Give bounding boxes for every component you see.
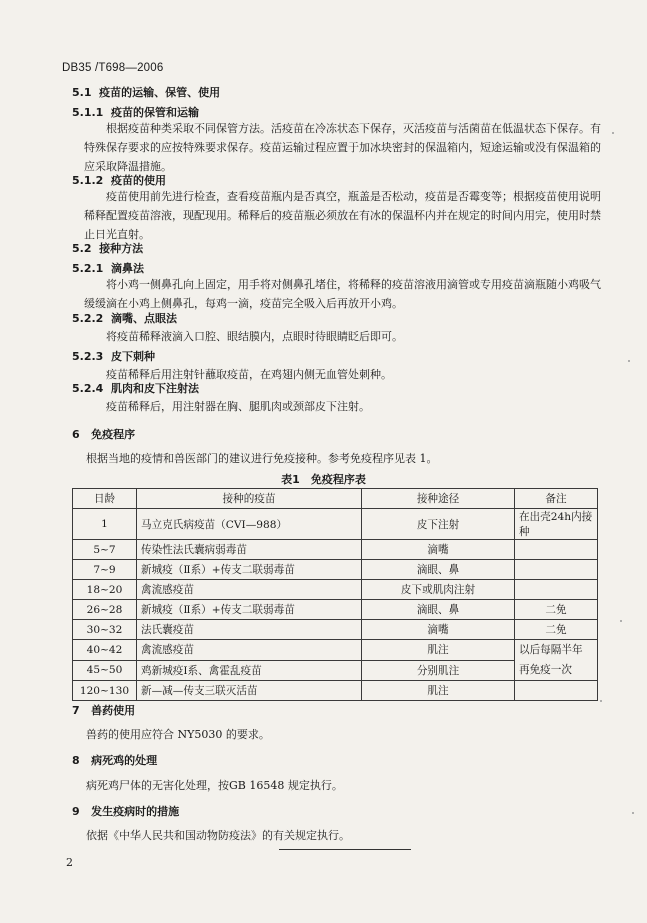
scan-speck [600, 700, 602, 702]
vaccine-cell: 鸡新城疫Ⅰ系、禽霍乱疫苗 [137, 660, 362, 681]
section-heading [72, 310, 177, 326]
table-row [73, 640, 598, 661]
end-rule [279, 849, 411, 850]
table-row [73, 620, 598, 640]
column-header: 备注 [515, 489, 598, 509]
section-heading [72, 104, 199, 120]
day-cell: 26~28 [73, 600, 137, 620]
vaccine-cell: 马立克氏病疫苗（CVI—988） [137, 509, 362, 540]
route-cell: 肌注 [362, 640, 515, 661]
section-number: 9 [72, 805, 80, 818]
scan-speck [612, 132, 614, 134]
day-cell: 5~7 [73, 540, 137, 560]
vaccine-cell: 传染性法氏囊病弱毒苗 [137, 540, 362, 560]
paragraph: 根据疫苗种类采取不同保管方法。活疫苗在冷冻状态下保存，灭活疫苗与活菌苗在低温状态下保存。有特殊保存要求的应按特殊要求保存。疫苗运输过程应置于加冰块密封的保温箱内，短途运输或没有保温箱的应采取降温措施。 [84, 122, 601, 173]
section-number: 8 [72, 754, 80, 767]
scan-speck [620, 620, 622, 622]
scan-speck [632, 812, 634, 814]
paragraph: 疫苗稀释后用注射针蘸取疫苗，在鸡翅内侧无血管处刺种。 [106, 368, 392, 381]
standard-header: DB35 /T698—2006 [62, 62, 164, 74]
paragraph: 将小鸡一侧鼻孔向上固定，用手将对侧鼻孔堵住，将稀释的疫苗溶液用滴管或专用疫苗滴瓶随小鸡吸气缓缓滴在小鸡上侧鼻孔，每鸡一滴，疫苗完全吸入后再放开小鸡。 [84, 278, 601, 310]
vaccine-cell: 新—减—传支三联灭活苗 [137, 681, 362, 701]
paragraph: 疫苗稀释后，用注射器在胸、腿肌肉或颈部皮下注射。 [106, 400, 370, 413]
note-cell [515, 681, 598, 701]
paragraph: 将疫苗稀释液滴入口腔、眼结膜内，点眼时待眼睛眨后即可。 [106, 330, 403, 343]
table-row [73, 681, 598, 701]
section-title: 滴嘴、点眼法 [111, 312, 177, 325]
table-row [73, 580, 598, 600]
section-heading [72, 260, 144, 276]
paragraph: 根据当地的疫情和兽医部门的建议进行免疫接种。参考免疫程序见表 1。 [86, 452, 438, 465]
section-title: 皮下刺种 [111, 350, 155, 363]
section-heading [72, 380, 199, 396]
section-number: 5.2.4 [72, 382, 104, 395]
day-cell: 18~20 [73, 580, 137, 600]
table-caption: 表1 免疫程序表 [281, 473, 366, 486]
immunization-table [72, 488, 598, 701]
route-cell: 肌注 [362, 681, 515, 701]
day-cell: 30~32 [73, 620, 137, 640]
route-cell: 分别肌注 [362, 660, 515, 681]
route-cell: 皮下或肌肉注射 [362, 580, 515, 600]
section-heading [72, 240, 143, 256]
day-cell: 7~9 [73, 560, 137, 580]
section-heading [72, 752, 157, 768]
section-heading [72, 803, 179, 819]
table-header-row [73, 489, 598, 509]
section-heading [72, 702, 135, 718]
paragraph: 兽药的使用应符合 NY5030 的要求。 [86, 728, 270, 741]
day-cell: 40~42 [73, 640, 137, 661]
section-number: 5.1.1 [72, 106, 104, 119]
scan-speck [628, 360, 630, 362]
section-number: 5.2 [72, 242, 92, 255]
section-heading [72, 84, 220, 100]
section-number: 7 [72, 704, 80, 717]
vaccine-cell: 禽流感疫苗 [137, 640, 362, 661]
note-cell [515, 540, 598, 560]
day-cell: 1 [73, 509, 137, 540]
vaccine-cell: 禽流感疫苗 [137, 580, 362, 600]
vaccine-cell: 新城疫（Ⅱ系）+传支二联弱毒苗 [137, 600, 362, 620]
table-row [73, 600, 598, 620]
section-title: 兽药使用 [91, 704, 136, 717]
section-number: 5.1 [72, 86, 92, 99]
day-cell: 120~130 [73, 681, 137, 701]
vaccine-cell: 法氏囊疫苗 [137, 620, 362, 640]
route-cell: 皮下注射 [362, 509, 515, 540]
section-title: 接种方法 [99, 242, 144, 255]
page-number: 2 [66, 856, 73, 869]
section-heading [72, 172, 166, 188]
section-title: 疫苗的使用 [111, 174, 166, 187]
section-number: 5.2.3 [72, 350, 104, 363]
note-cell: 在出壳24h内接种 [515, 509, 598, 540]
section-heading [72, 426, 135, 442]
section-title: 肌肉和皮下注射法 [111, 382, 199, 395]
table-row [73, 509, 598, 540]
route-cell: 滴眼、鼻 [362, 600, 515, 620]
paragraph: 依据《中华人民共和国动物防疫法》的有关规定执行。 [86, 829, 350, 842]
route-cell: 滴眼、鼻 [362, 560, 515, 580]
note-cell: 以后每隔半年再免疫一次 [515, 640, 598, 681]
section-title: 病死鸡的处理 [91, 754, 158, 767]
route-cell: 滴嘴 [362, 620, 515, 640]
section-title: 滴鼻法 [111, 262, 144, 275]
note-cell: 二免 [515, 620, 598, 640]
column-header: 接种的疫苗 [137, 489, 362, 509]
table-row [73, 540, 598, 560]
route-cell: 滴嘴 [362, 540, 515, 560]
note-cell [515, 580, 598, 600]
section-title: 免疫程序 [91, 428, 136, 441]
section-heading [72, 348, 155, 364]
section-number: 6 [72, 428, 80, 441]
table-row [73, 560, 598, 580]
section-title: 疫苗的保管和运输 [111, 106, 199, 119]
day-cell: 45~50 [73, 660, 137, 681]
section-number: 5.2.1 [72, 262, 104, 275]
section-number: 5.2.2 [72, 312, 104, 325]
section-number: 5.1.2 [72, 174, 104, 187]
paragraph: 病死鸡尸体的无害化处理，按GB 16548 规定执行。 [86, 779, 343, 792]
column-header: 日龄 [73, 489, 137, 509]
section-title: 疫苗的运输、保管、使用 [99, 86, 221, 99]
note-cell: 二免 [515, 600, 598, 620]
column-header: 接种途径 [362, 489, 515, 509]
section-title: 发生疫病时的措施 [91, 805, 180, 818]
note-cell [515, 560, 598, 580]
paragraph: 疫苗使用前先进行检查，查看疫苗瓶内是否真空，瓶盖是否松动，疫苗是否霉变等；根据疫苗使用说明稀释配置疫苗溶液，现配现用。稀释后的疫苗瓶必须放在有冰的保温杯内并在规定的时间内用完，使用时禁止日光直射。 [84, 190, 601, 241]
vaccine-cell: 新城疫（Ⅱ系）+传支二联弱毒苗 [137, 560, 362, 580]
